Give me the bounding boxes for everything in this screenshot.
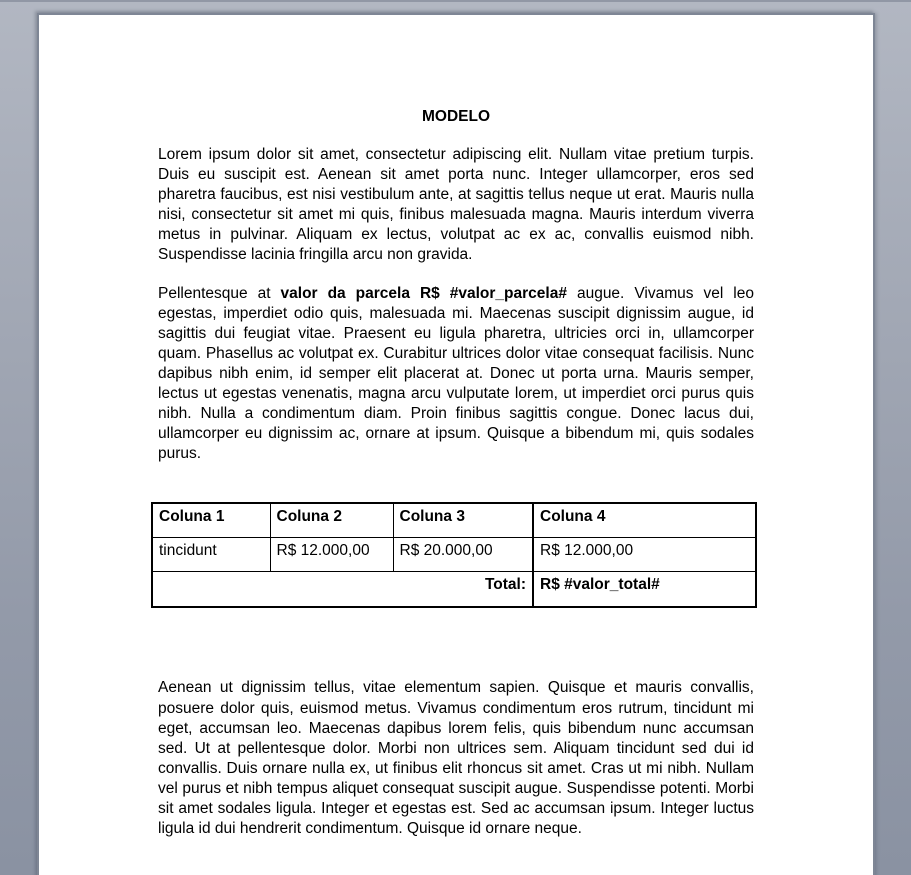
paragraph-2 [158,284,754,465]
document-title: MODELO [421,108,491,125]
paragraph-1: Lorem ipsum dolor sit amet, consectetur adipiscing elit. Nullam vitae pretium turpis. Duis eu suscipit est. Aenean sit amet porta nunc. Integer ullamcorper, eros sed pharetra faucibus, est nisi vestibulum ante, at sagittis tellus neque ut erat. Mauris nulla nisi, consectetur sit amet mi quis, finibus malesuada magna. Mauris interdum viverra metus in pulvinar. Aliquam ex lectus, volutpat ac ex ac, convallis euismod nibh. Suspendisse lacinia fringilla arcu non gravida. [158,146,754,264]
cell-coluna-1: tincidunt [152,537,270,571]
merge-field-valor-total: R$ #valor_total# [533,571,756,607]
table-total-row [152,571,756,607]
merge-field-valor-parcela: valor da parcela R$ #valor_parcela# [280,284,567,302]
column-header-2: Coluna 2 [270,503,393,537]
viewport-top-edge [0,0,911,2]
cell-coluna-2: R$ 12.000,00 [270,537,393,571]
column-header-4: Coluna 4 [533,503,756,537]
cell-coluna-4: R$ 12.000,00 [533,537,756,571]
page-content [39,15,873,839]
values-table [151,502,757,608]
column-header-3: Coluna 3 [393,503,533,537]
paragraph-3: Aenean ut dignissim tellus, vitae elementum sapien. Quisque et mauris convallis, posuere dolor quis, euismod metus. Vivamus condimentum eros rutrum, tincidunt mi eget, accumsan leo. Maecenas dapibus lorem felis, quis bibendum nunc accumsan sed. Ut at pellentesque dolor. Morbi non ultrices sem. Aliquam tincidunt sed dui id convallis. Duis ornare nulla ex, ut finibus elit rhoncus sit amet. Cras ut mi nibh. Nullam vel purus et nibh tempus aliquet consequat suscipit augue. Suspendisse potenti. Morbi sit amet sodales ligula. Integer et egestas est. Sed ac accumsan ipsum. Integer luctus ligula id dui hendrerit condimentum. Quisque id ornare neque. [158,679,754,838]
table-header-row [152,503,756,537]
column-header-1: Coluna 1 [152,503,270,537]
cell-coluna-3: R$ 20.000,00 [393,537,533,571]
paragraph-2-rest: augue. Vivamus vel leo egestas, imperdiet odio quis, malesuada mi. Maecenas suscipit dignissim augue, id sagittis dui feugiat vitae. Praesent eu ligula pharetra, ultricies orci in, ullamcorper quam. Phasellus ac volutpat ex. Curabitur ultrices dolor vitae consequat facilisis. Nunc dapibus nibh enim, id semper elit placerat at. Donec ut porta urna. Mauris semper, lectus ut egestas venenatis, magna arcu vulputate lorem, ut imperdiet orci purus quis nibh. Nulla a condimentum diam. Proin finibus sagittis congue. Donec lacus dui, ullamcorper eu dignissim ac, ornare at ipsum. Quisque a bibendum mi, quis sodales purus. [158,284,754,463]
total-label: Total: [152,571,533,607]
paragraph-2-lead: Pellentesque at [158,284,271,302]
table-row [152,537,756,571]
document-page [37,13,875,875]
